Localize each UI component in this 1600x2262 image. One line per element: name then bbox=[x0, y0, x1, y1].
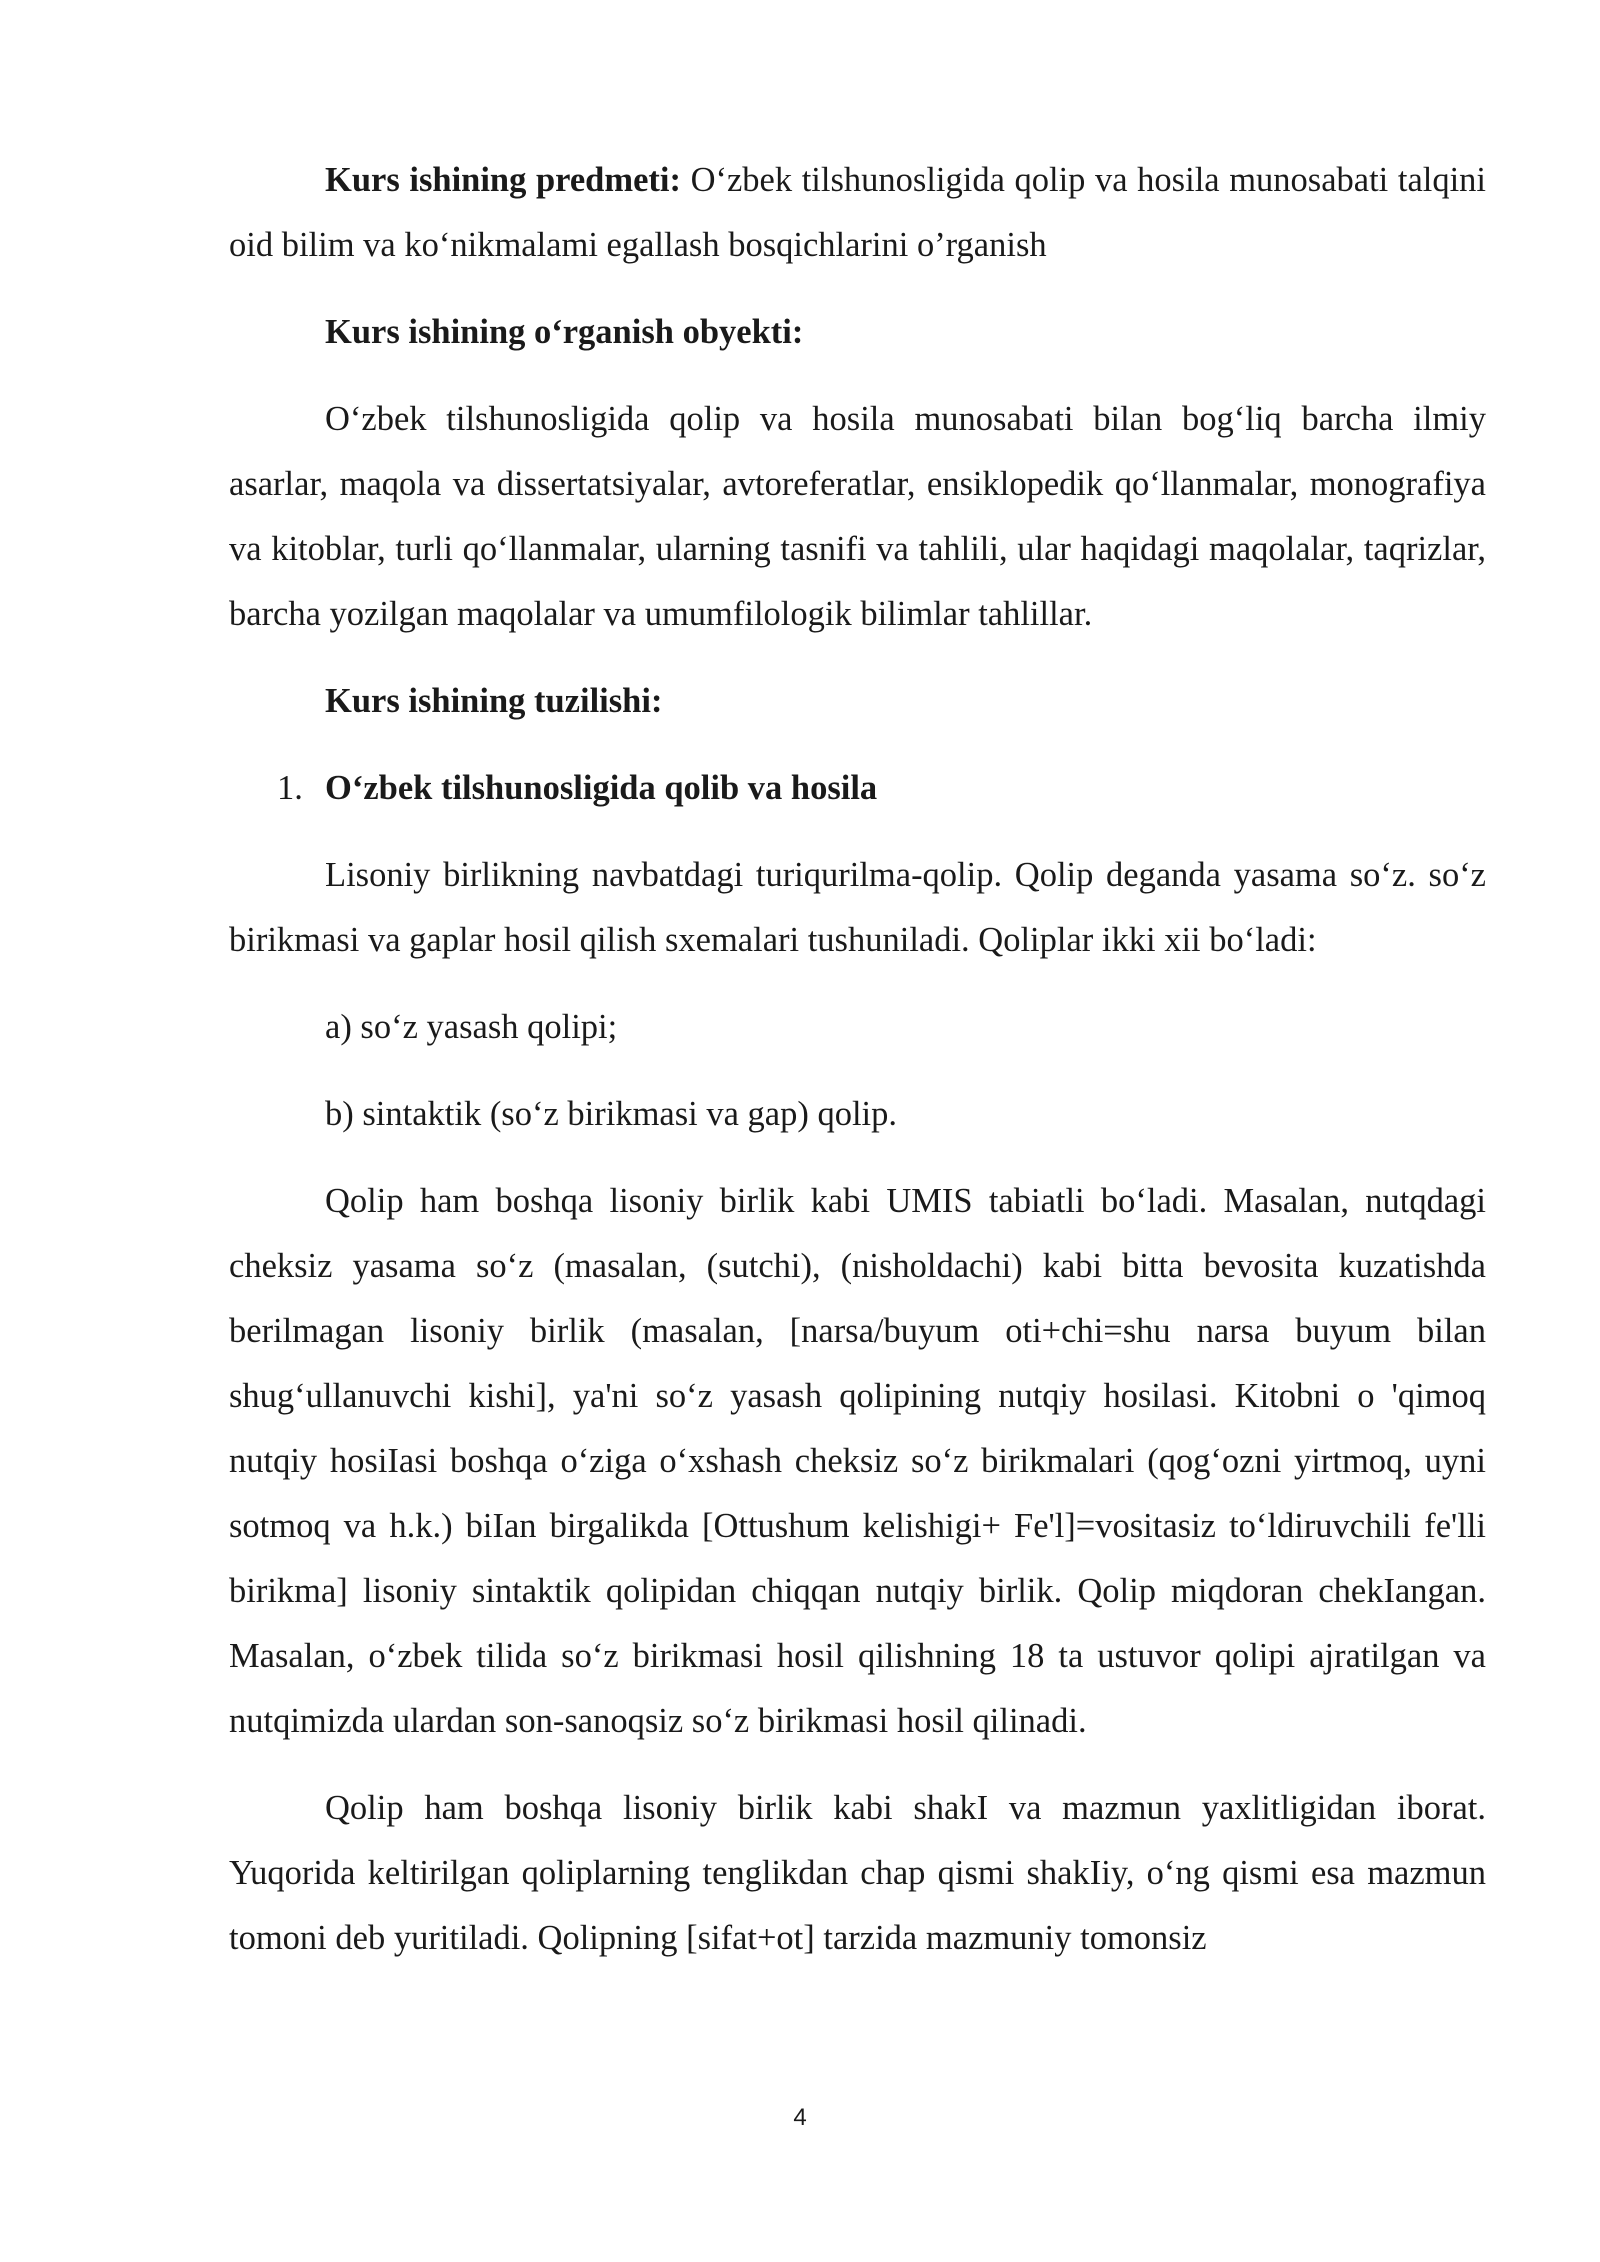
paragraph-2: Qolip ham boshqa lisoniy birlik kabi UMIS tabiatli bo‘ladi. Masalan, nutqdagi cheksiz yasama so‘z (masalan, (sutchi), (nisholdachi) kabi bitta bevosita kuzatishda berilmagan lisoniy birlik (masalan, [narsa/buyum oti+chi=shu narsa buyum bilan shug‘ullanuvchi kishi], ya'ni so‘z yasash qolipining nutqiy hosilasi. Kitobni o 'qimoq nutqiy hosiIasi boshqa o‘ziga o‘xshash cheksiz so‘z birikmalari (qog‘ozni yirtmoq, uyni sotmoq va h.k.) biIan birgalikda [Ottushum kelishigi+ Fe'l]=vositasiz to‘ldiruvchili fe'lli birikma] lisoniy sintaktik qolipidan chiqqan nutqiy birlik. Qolip miqdoran chekIangan. Masalan, o‘zbek tilida so‘z birikmasi hosil qilishning 18 ta ustuvor qolipi ajratilgan va nutqimizda ulardan son-sanoqsiz so‘z birikmasi hosil qilinadi. bbox=[229, 1182, 1486, 1740]
chapter-number: 1. bbox=[277, 769, 303, 807]
chapter-title: O‘zbek tilshunosligida qolib va hosila bbox=[325, 769, 878, 807]
page-number: 4 bbox=[793, 2104, 807, 2131]
subject-label: Kurs ishining predmeti: bbox=[325, 161, 681, 199]
list-item-a: a) so‘z yasash qolipi; bbox=[325, 1008, 618, 1046]
structure-heading: Kurs ishining tuzilishi: bbox=[325, 682, 663, 720]
object-paragraph: O‘zbek tilshunosligida qolip va hosila munosabati bilan bog‘liq barcha ilmiy asarlar, maqola va dissertatsiyalar, avtoreferatlar, ensiklopedik qo‘llanmalar, monografiya va kitoblar, turli qo‘llanmalar, ularning tasnifi va tahlili, ular haqidagi maqolalar, taqrizlar, barcha yozilgan maqolalar va umumfilologik bilimlar tahlillar. bbox=[229, 400, 1486, 633]
subject-paragraph bbox=[229, 148, 1486, 278]
page-body bbox=[229, 148, 1486, 1971]
chapter-item bbox=[229, 756, 1486, 821]
paragraph-3: Qolip ham boshqa lisoniy birlik kabi shakI va mazmun yaxlitligidan iborat. Yuqorida keltirilgan qoliplarning tenglikdan chap qismi shakIiy, o‘ng qismi esa mazmun tomoni deb yuritiladi. Qolipning [sifat+ot] tarzida mazmuniy tomonsiz bbox=[229, 1789, 1486, 1957]
object-heading: Kurs ishining o‘rganish obyekti: bbox=[325, 313, 804, 351]
paragraph-1: Lisoniy birlikning navbatdagi turiqurilma-qolip. Qolip deganda yasama so‘z. so‘z birikmasi va gaplar hosil qilish sxemalari tushuniladi. Qoliplar ikki xii bo‘ladi: bbox=[229, 856, 1486, 959]
subject-text: O‘zbek tilshunosligida qolip va hosila munosabati talqini oid bilim va ko‘nikmalami egallash bosqichlarini o’rganish bbox=[229, 161, 1487, 264]
list-item-b: b) sintaktik (so‘z birikmasi va gap) qolip. bbox=[325, 1095, 898, 1133]
